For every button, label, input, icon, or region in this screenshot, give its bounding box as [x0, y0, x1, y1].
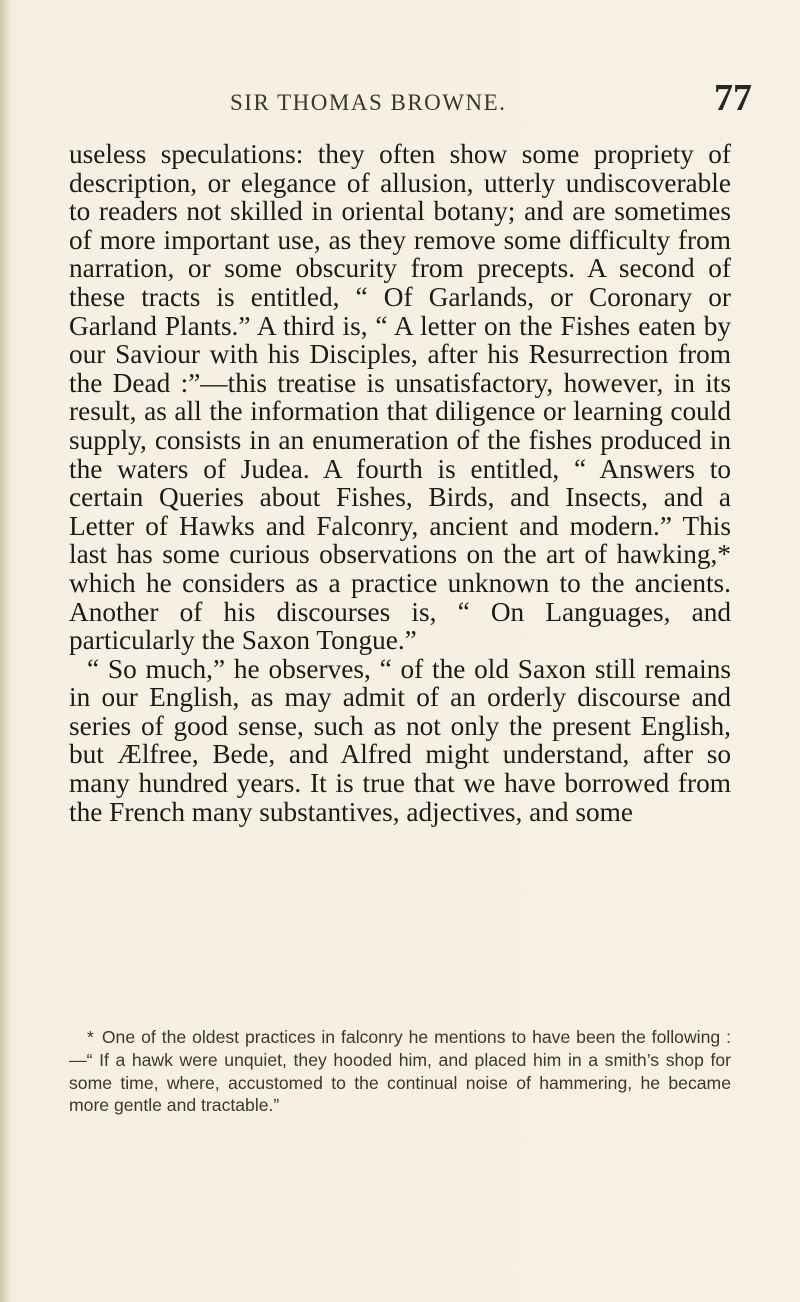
- paragraph: “ So much,” he observes, “ of the old Saxon still remains in our English, as may admit of an orderly discourse and series of good sense, such as not only the present English, but Ælfree, Bede, and Alfred might understand, after so many hundred years. It is true that we have borrowed from the French many substantives, adjectives, and some: [69, 653, 731, 827]
- page-number: 77: [714, 77, 752, 119]
- running-title: SIR THOMAS BROWNE.: [230, 90, 507, 115]
- spine-shadow: [0, 0, 10, 1302]
- footnote: [69, 1026, 731, 1117]
- footnote-marker: *: [87, 1027, 94, 1047]
- page-header: [70, 77, 770, 132]
- body-text: [69, 140, 731, 826]
- footnote-text: One of the oldest practices in falconry he mentions to have been the following : —“ If a hawk were unquiet, they hooded him, and placed him in a smith’s shop for some time, where, accustomed to the continual noise of hammering, he became more gentle and tractable.”: [69, 1027, 731, 1116]
- paragraph: useless speculations: they often show some propriety of description, or elegance of allusion, utterly undiscoverable to readers not skilled in oriental botany; and are sometimes of more important use, as they remove some difficulty from narration, or some obscurity from precepts. A second of these tracts is entitled, “ Of Garlands, or Coronary or Garland Plants.” A third is, “ A letter on the Fishes eaten by our Saviour with his Disciples, after his Resurrection from the Dead :”—this treatise is unsatisfactory, however, in its result, as all the information that diligence or learning could supply, consists in an enumeration of the fishes produced in the waters of Judea. A fourth is entitled, “ Answers to certain Queries about Fishes, Birds, and Insects, and a Letter of Hawks and Falconry, ancient and modern.” This last has some curious observations on the art of hawking,* which he considers as a practice unknown to the ancients. Another of his discourses is, “ On Languages, and particularly the Saxon Tongue.”: [69, 139, 731, 656]
